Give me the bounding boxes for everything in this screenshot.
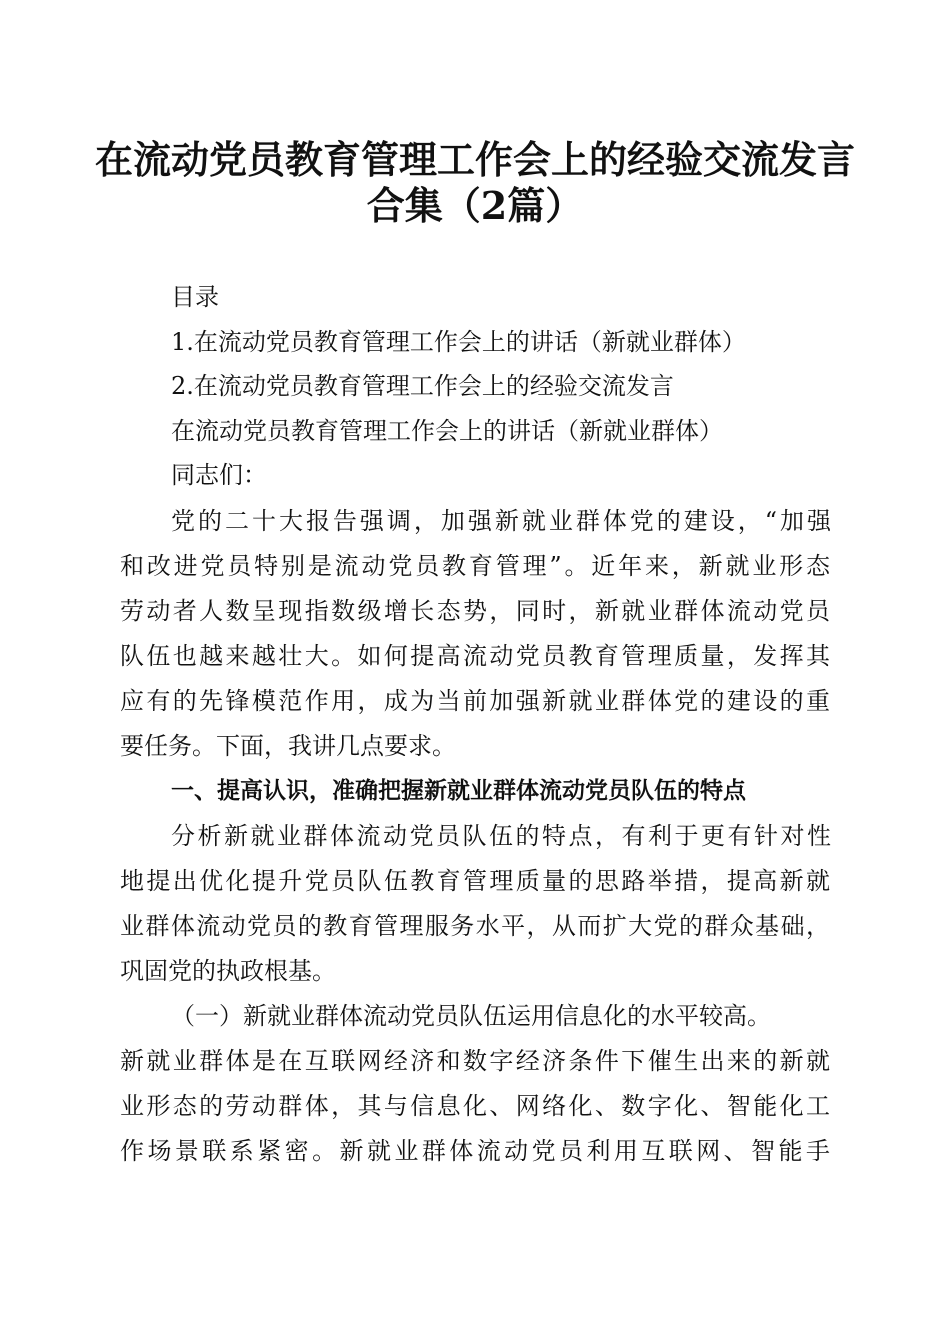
section-heading-1: 一、提高认识，准确把握新就业群体流动党员队伍的特点 bbox=[171, 778, 746, 804]
paragraph-2-line: 巩固党的执政根基。 bbox=[120, 957, 336, 985]
paragraph-1-line: 劳动者人数呈现指数级增长态势，同时，新就业群体流动党员 bbox=[120, 597, 830, 625]
paragraph-3-line: 作场景联系紧密。新就业群体流动党员利用互联网、智能手 bbox=[120, 1137, 830, 1165]
subheading-1: （一）新就业群体流动党员队伍运用信息化的水平较高。 bbox=[171, 1002, 771, 1030]
paragraph-2-line: 地提出优化提升党员队伍教育管理质量的思路举措，提高新就 bbox=[120, 867, 830, 895]
paragraph-2-line: 业群体流动党员的教育管理服务水平，从而扩大党的群众基础， bbox=[120, 912, 830, 940]
document-title-line-1: 在流动党员教育管理工作会上的经验交流发言 bbox=[94, 137, 855, 182]
paragraph-1-line: 应有的先锋模范作用，成为当前加强新就业群体党的建设的重 bbox=[120, 687, 830, 715]
paragraph-1-line: 要任务。下面，我讲几点要求。 bbox=[120, 732, 456, 760]
paragraph-3-line: 业形态的劳动群体，其与信息化、网络化、数字化、智能化工 bbox=[120, 1092, 830, 1120]
paragraph-2-line: 分析新就业群体流动党员队伍的特点，有利于更有针对性 bbox=[171, 822, 831, 850]
paragraph-1-line: 党的二十大报告强调，加强新就业群体党的建设，“加强 bbox=[171, 507, 831, 535]
toc-item-2: 2.在流动党员教育管理工作会上的经验交流发言 bbox=[171, 372, 674, 400]
document-title-line-2: 合集（2篇） bbox=[366, 183, 584, 228]
paragraph-3-line: 新就业群体是在互联网经济和数字经济条件下催生出来的新就 bbox=[120, 1047, 830, 1075]
toc-item-1: 1.在流动党员教育管理工作会上的讲话（新就业群体） bbox=[171, 328, 746, 356]
paragraph-1-line: 和改进党员特别是流动党员教育管理”。近年来，新就业形态 bbox=[120, 552, 830, 580]
speech-title: 在流动党员教育管理工作会上的讲话（新就业群体） bbox=[171, 417, 723, 445]
greeting: 同志们： bbox=[171, 461, 267, 489]
paragraph-1-line: 队伍也越来越壮大。如何提高流动党员教育管理质量，发挥其 bbox=[120, 642, 830, 670]
toc-label: 目录 bbox=[171, 283, 219, 311]
